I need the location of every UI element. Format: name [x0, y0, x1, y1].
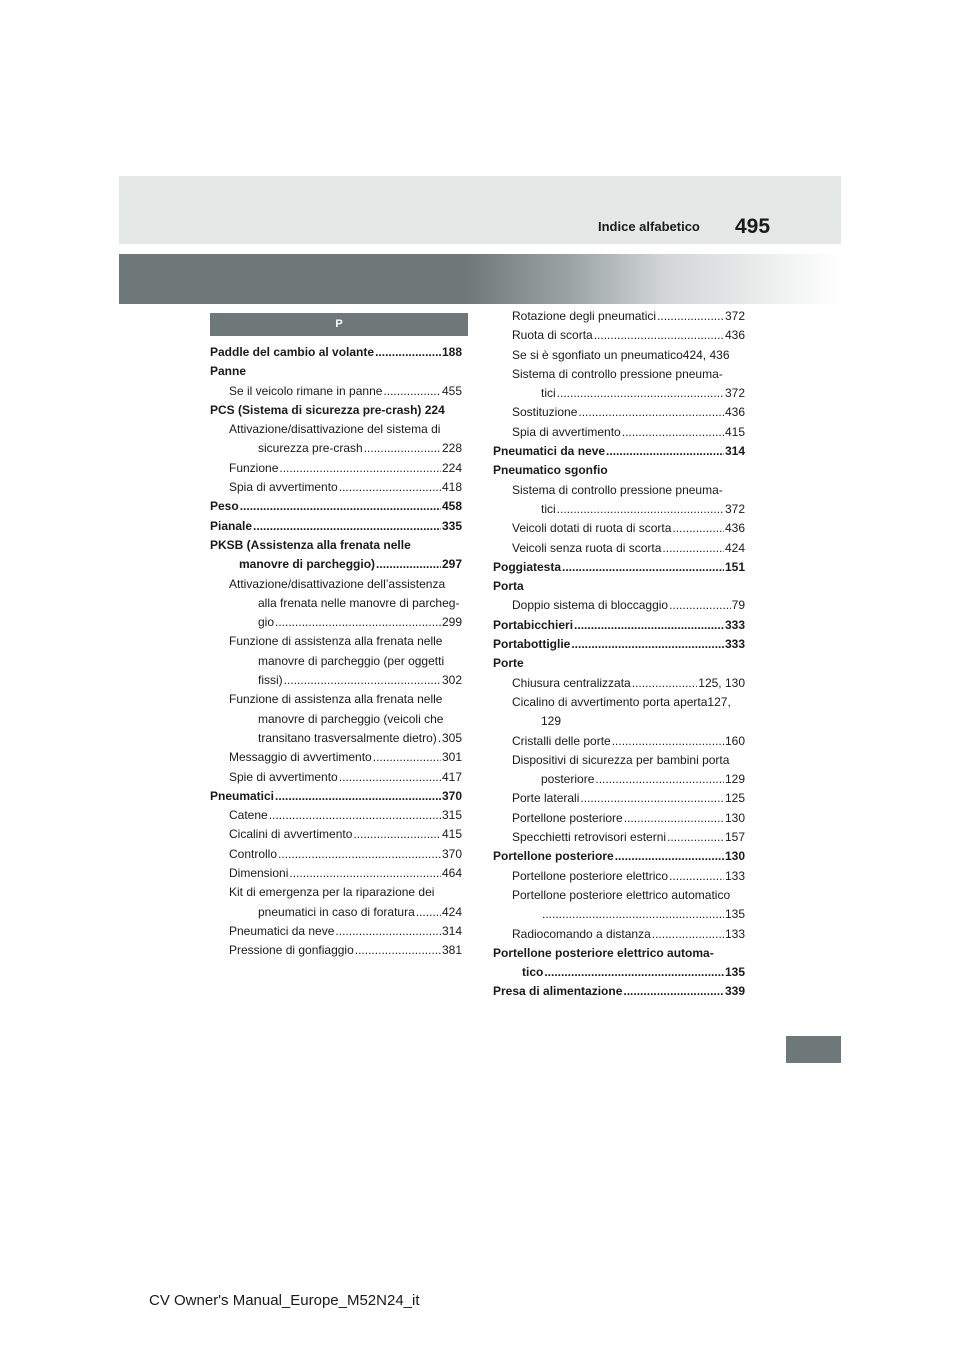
index-entry: [493, 847, 745, 866]
index-line: [210, 555, 462, 574]
index-term: Rotazione degli pneumatici: [512, 309, 657, 323]
index-term: tico: [522, 965, 544, 980]
index-term: Sistema di controllo pressione pneuma-: [512, 482, 723, 497]
index-term: Poggiatesta: [493, 559, 562, 574]
index-line: [512, 886, 745, 905]
index-line: [493, 442, 745, 461]
index-term: Attivazione/disattivazione del sistema di: [229, 422, 441, 437]
page-reference: 130: [724, 810, 745, 825]
page-reference: 129: [724, 772, 745, 787]
footer-manual-id: CV Owner's Manual_Europe_M52N24_it: [149, 1292, 420, 1309]
index-term: Porte: [493, 656, 524, 671]
index-column-right: [493, 307, 745, 1002]
index-line: [210, 517, 462, 536]
leader-dots: [364, 439, 441, 458]
index-line: [493, 982, 745, 1001]
index-line: [512, 423, 745, 442]
page-reference: 339: [724, 984, 745, 999]
index-line: [512, 867, 745, 886]
page-reference: 79: [731, 598, 745, 613]
leader-dots: [623, 982, 724, 1001]
leader-dots: [544, 963, 724, 982]
index-line: [512, 307, 745, 326]
index-term: Specchietti retrovisori esterni: [512, 830, 667, 845]
index-entry: [493, 654, 745, 673]
index-line: [229, 941, 462, 960]
index-line: [229, 632, 462, 651]
index-subentry: [493, 867, 745, 886]
page-reference: 133: [724, 868, 745, 883]
index-subentry: [493, 481, 745, 520]
leader-dots: [624, 809, 724, 828]
index-line: [493, 558, 745, 577]
index-term: Controllo: [229, 846, 278, 861]
leader-dots: [383, 382, 441, 401]
index-entry: [493, 461, 745, 480]
page-reference: 302: [441, 673, 462, 688]
leader-dots: [578, 403, 724, 422]
page-reference: 125: [724, 791, 745, 806]
index-entry: [493, 982, 745, 1001]
leader-dots: [657, 307, 724, 326]
index-subentry: [210, 748, 462, 767]
leader-dots: [240, 497, 441, 516]
index-subentry: [493, 346, 745, 365]
leader-dots: [339, 768, 441, 787]
page-reference: 372: [724, 309, 745, 323]
index-entry: [210, 517, 462, 536]
index-line: [210, 536, 462, 555]
index-subentry: [210, 459, 462, 478]
index-subentry: [493, 789, 745, 808]
index-term: 129: [541, 714, 562, 729]
page-reference: 418: [441, 480, 462, 495]
index-line: [512, 481, 745, 500]
index-subentry: [493, 596, 745, 615]
page-reference: 305: [441, 730, 462, 745]
index-subentry: [210, 768, 462, 787]
leader-dots: [669, 867, 724, 886]
page-reference: 436: [724, 405, 745, 420]
index-term: Portellone posteriore elettrico automatico: [512, 887, 731, 902]
page-reference: 455: [441, 383, 462, 398]
index-line: [210, 787, 462, 806]
index-term: Peso: [210, 499, 239, 514]
leader-dots: [284, 671, 441, 690]
index-term: Radiocomando a distanza: [512, 926, 651, 941]
index-line: [229, 768, 462, 787]
index-term: PCS (Sistema di sicurezza pre-crash) 224: [210, 402, 445, 417]
index-subentry: [210, 922, 462, 941]
leader-dots: [595, 770, 724, 789]
index-line: [229, 690, 462, 709]
index-subentry: [210, 690, 462, 748]
index-line: [512, 732, 745, 751]
index-term: tici: [541, 386, 556, 401]
index-line: [229, 594, 462, 613]
index-line: [229, 825, 462, 844]
index-line: [512, 500, 745, 519]
page-reference: 160: [724, 733, 745, 748]
page-reference: 224: [441, 460, 462, 475]
index-entry: [210, 362, 462, 381]
index-subentry: [210, 420, 462, 459]
index-letter-heading: P: [210, 313, 468, 336]
index-term: Portellone posteriore elettrico: [512, 868, 669, 883]
index-line: [229, 903, 462, 922]
index-term: Pneumatici da neve: [493, 444, 606, 459]
index-term: Cristalli delle porte: [512, 733, 611, 748]
leader-dots: [278, 845, 441, 864]
index-subentry: [493, 365, 745, 404]
leader-dots: [672, 519, 724, 538]
index-line: [229, 729, 462, 748]
index-term: manovre di parcheggio): [239, 557, 376, 572]
index-entry: [210, 536, 462, 575]
leader-dots: [622, 423, 724, 442]
leader-dots: [571, 635, 724, 654]
index-term: manovre di parcheggio (veicoli che: [258, 711, 444, 726]
index-line: [229, 806, 462, 825]
index-entry: [493, 558, 745, 577]
index-line: [229, 382, 462, 401]
index-subentry: [493, 539, 745, 558]
index-line: [512, 828, 745, 847]
leader-dots: [580, 789, 724, 808]
page-reference: 188: [441, 345, 462, 359]
page-reference: 436: [724, 328, 745, 343]
index-term: Presa di alimentazione: [493, 984, 623, 999]
leader-dots: [355, 941, 441, 960]
index-subentry: [493, 326, 745, 345]
index-subentry: [210, 864, 462, 883]
index-term: Veicoli dotati di ruota di scorta: [512, 521, 672, 536]
index-line: [210, 401, 462, 420]
index-term: Spia di avvertimento: [229, 480, 338, 495]
leader-dots: [557, 500, 724, 519]
index-term: Spie di avvertimento: [229, 769, 338, 784]
index-subentry: [493, 886, 745, 925]
index-subentry: [210, 941, 462, 960]
page-reference: 415: [724, 424, 745, 439]
leader-dots: [275, 613, 441, 632]
leader-dots: [612, 732, 724, 751]
leader-dots: [416, 903, 441, 922]
index-term: Portellone posteriore: [493, 849, 614, 864]
index-entry: [493, 616, 745, 635]
index-line: [229, 748, 462, 767]
index-line: [512, 539, 745, 558]
index-line: [210, 497, 462, 516]
index-term: PKSB (Assistenza alla frenata nelle: [210, 537, 411, 552]
index-subentry: [210, 806, 462, 825]
index-entry: [493, 944, 745, 983]
index-subentry: [493, 925, 745, 944]
leader-dots: [632, 674, 698, 693]
index-term: Doppio sistema di bloccaggio: [512, 598, 669, 613]
leader-dots: [339, 478, 441, 497]
index-term: Porte laterali: [512, 791, 580, 806]
index-line: [493, 461, 745, 480]
index-line: [512, 905, 745, 924]
leader-dots: [279, 459, 441, 478]
index-entry: [210, 343, 462, 362]
page-reference: 333: [724, 637, 745, 652]
page-reference: 228: [441, 441, 462, 456]
index-line: [210, 362, 462, 381]
index-subentry: [493, 674, 745, 693]
leader-dots: [615, 847, 724, 866]
leader-dots: [253, 517, 441, 536]
page-reference: 370: [441, 846, 462, 861]
leader-dots: [667, 828, 724, 847]
index-line: [512, 770, 745, 789]
index-term: Catene: [229, 808, 268, 823]
leader-dots: [289, 864, 441, 883]
index-entry: [210, 401, 462, 420]
chapter-band: [119, 254, 841, 304]
index-subentry: [210, 845, 462, 864]
index-line: [493, 616, 745, 635]
index-line: [512, 365, 745, 384]
page-reference: 297: [441, 557, 462, 572]
index-term: sicurezza pre-crash: [258, 441, 363, 456]
index-term: Ruota di scorta: [512, 328, 593, 343]
index-subentry: [493, 519, 745, 538]
index-subentry: [210, 478, 462, 497]
page-reference: 372: [724, 501, 745, 516]
index-term: Pneumatici: [210, 788, 275, 803]
leader-dots: [376, 555, 441, 574]
leader-dots: [574, 616, 724, 635]
index-term: transitano trasversalmente dietro): [258, 730, 437, 745]
index-subentry: [210, 632, 462, 690]
index-term: Se si è sgonfiato un pneumatico424, 436: [512, 347, 730, 362]
leader-dots: [335, 922, 441, 941]
index-term: Porta: [493, 579, 524, 594]
index-line: [229, 459, 462, 478]
index-line: [512, 674, 745, 693]
page-reference: 424: [441, 904, 462, 919]
index-entry: [493, 577, 745, 596]
index-line: [493, 944, 745, 963]
index-term: fissi): [258, 673, 283, 688]
leader-dots: [438, 729, 441, 748]
leader-dots: [652, 925, 724, 944]
index-column-left: [210, 343, 462, 961]
index-line: [229, 710, 462, 729]
leader-dots: [269, 806, 441, 825]
index-subentry: [493, 828, 745, 847]
page-reference: 314: [441, 923, 462, 938]
index-entry: [210, 787, 462, 806]
index-line: [493, 654, 745, 673]
index-subentry: [493, 693, 745, 732]
page-reference: 464: [441, 866, 462, 881]
index-line: [229, 420, 462, 439]
index-line: [210, 343, 462, 362]
index-term: Funzione di assistenza alla frenata nelle: [229, 634, 443, 649]
page-reference: 424: [724, 540, 745, 555]
page-reference: 335: [441, 518, 462, 533]
page-reference: 333: [724, 617, 745, 632]
leader-dots: [662, 539, 724, 558]
index-term: Paddle del cambio al volante: [210, 345, 375, 359]
index-entry: [493, 635, 745, 654]
index-line: [229, 883, 462, 902]
leader-dots: [562, 558, 724, 577]
leader-dots: [669, 596, 731, 615]
index-line: [493, 963, 745, 982]
index-line: [229, 575, 462, 594]
chapter-tab-marker: [786, 1036, 841, 1063]
index-term: Messaggio di avvertimento: [229, 750, 372, 765]
index-term: Funzione: [229, 460, 279, 475]
leader-dots: [557, 384, 724, 403]
index-line: [512, 809, 745, 828]
index-line: [512, 519, 745, 538]
page-reference: 372: [724, 386, 745, 401]
index-line: [512, 751, 745, 770]
index-line: [229, 478, 462, 497]
index-term: Cicalino di avvertimento porta aperta127,: [512, 694, 731, 709]
index-term: Se il veicolo rimane in panne: [229, 383, 383, 398]
index-line: [493, 635, 745, 654]
page-reference: 315: [441, 808, 462, 823]
page-reference: 130: [724, 849, 745, 864]
index-line: [512, 346, 745, 365]
index-term: Veicoli senza ruota di scorta: [512, 540, 662, 555]
header-band: [119, 176, 841, 244]
index-line: [512, 326, 745, 345]
index-subentry: [210, 883, 462, 922]
index-term: pneumatici in caso di foratura: [258, 904, 415, 919]
index-term: Portellone posteriore elettrico automa-: [493, 945, 714, 960]
index-term: Dimensioni: [229, 866, 289, 881]
index-term: Pianale: [210, 518, 253, 533]
section-title: Indice alfabetico: [598, 219, 700, 234]
page-reference: 133: [724, 926, 745, 941]
index-line: [229, 922, 462, 941]
index-term: posteriore: [541, 772, 595, 787]
page-reference: 135: [724, 907, 745, 922]
index-term: Kit di emergenza per la riparazione dei: [229, 885, 435, 900]
index-subentry: [210, 382, 462, 401]
index-term: Chiusura centralizzata: [512, 675, 631, 690]
leader-dots: [606, 442, 724, 461]
leader-dots: [275, 787, 441, 806]
index-line: [229, 613, 462, 632]
leader-dots: [594, 326, 724, 345]
index-term: Sistema di controllo pressione pneuma-: [512, 366, 723, 381]
index-line: [512, 925, 745, 944]
page-reference: 458: [441, 499, 462, 514]
index-line: [512, 384, 745, 403]
index-term: Pneumatico sgonfio: [493, 463, 608, 478]
index-line: [512, 403, 745, 422]
index-term: Sostituzione: [512, 405, 578, 420]
page-reference: 151: [724, 559, 745, 574]
index-entry: [210, 497, 462, 516]
index-term: alla frenata nelle manovre di parcheg-: [258, 595, 460, 610]
index-term: Cicalini di avvertimento: [229, 827, 353, 842]
index-subentry: [493, 751, 745, 790]
index-line: [229, 864, 462, 883]
index-term: gio: [258, 615, 275, 630]
page-reference: 436: [724, 521, 745, 536]
index-line: [512, 596, 745, 615]
page-reference: 370: [441, 788, 462, 803]
index-term: Funzione di assistenza alla frenata nelle: [229, 692, 443, 707]
index-line: [229, 439, 462, 458]
index-line: [229, 845, 462, 864]
index-subentry: [493, 423, 745, 442]
index-line: [229, 671, 462, 690]
index-term: Pneumatici da neve: [229, 923, 335, 938]
index-line: [512, 693, 745, 712]
page-reference: 299: [441, 615, 462, 630]
index-line: [493, 847, 745, 866]
page-number: 495: [735, 215, 771, 238]
index-line: [512, 712, 745, 731]
index-subentry: [210, 825, 462, 844]
index-term: Dispositivi di sicurezza per bambini porta: [512, 752, 730, 767]
page-reference: 415: [441, 827, 462, 842]
index-term: Attivazione/disattivazione dell’assistenza: [229, 576, 446, 591]
index-term: Panne: [210, 364, 247, 379]
page-reference: 381: [441, 943, 462, 958]
index-line: [229, 652, 462, 671]
index-term: Spia di avvertimento: [512, 424, 621, 439]
page-reference: 417: [441, 769, 462, 784]
page-reference: 301: [441, 750, 462, 765]
leader-dots: [353, 825, 441, 844]
index-line: [493, 577, 745, 596]
index-term: Portabottiglie: [493, 637, 571, 652]
leader-dots: [542, 905, 724, 924]
leader-dots: [375, 343, 441, 362]
index-line: [512, 789, 745, 808]
index-entry: [493, 442, 745, 461]
index-term: tici: [541, 501, 556, 516]
page-reference: 125, 130: [698, 675, 745, 690]
index-subentry: [493, 403, 745, 422]
index-term: Portabicchieri: [493, 617, 574, 632]
index-subentry: [493, 809, 745, 828]
index-subentry: [210, 575, 462, 633]
page-reference: 157: [724, 830, 745, 845]
index-term: manovre di parcheggio (per oggetti: [258, 653, 445, 668]
index-subentry: [493, 732, 745, 751]
index-term: Pressione di gonfiaggio: [229, 943, 354, 958]
index-term: Portellone posteriore: [512, 810, 623, 825]
leader-dots: [373, 748, 441, 767]
page-reference: 135: [724, 965, 745, 980]
page-reference: 314: [724, 444, 745, 459]
index-subentry: [493, 307, 745, 326]
